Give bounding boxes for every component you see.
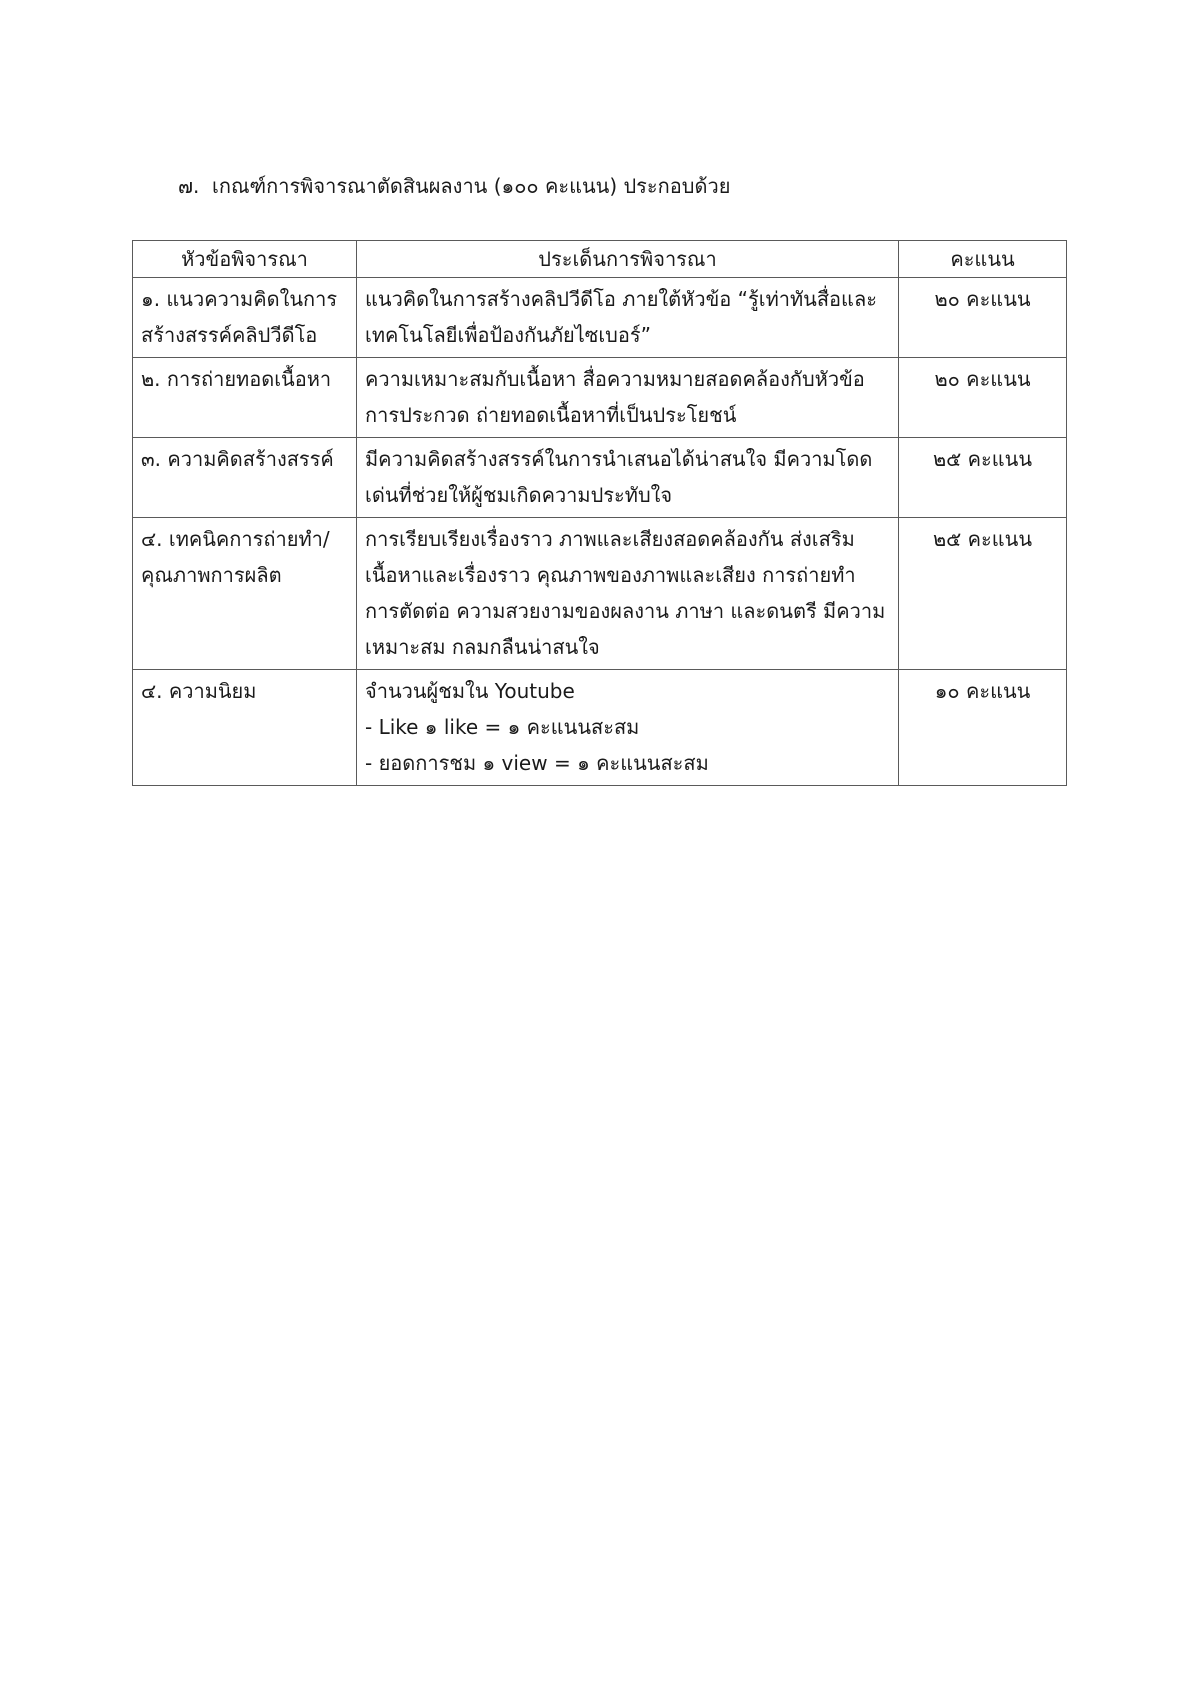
- issue-line: การตัดต่อ ความสวยงามของผลงาน ภาษา และดนตรี มีความ: [365, 599, 886, 623]
- topic-cell: [133, 670, 357, 786]
- table-row: [133, 438, 1067, 518]
- criteria-table: [132, 240, 1067, 786]
- topic-line: ๔. เทคนิคการถ่ายทำ/: [141, 527, 330, 551]
- column-header-score: คะแนน: [899, 241, 1067, 278]
- issue-line: เหมาะสม กลมกลืนน่าสนใจ: [365, 635, 600, 659]
- topic-line: สร้างสรรค์คลิปวีดีโอ: [141, 323, 318, 347]
- issue-line: การเรียบเรียงเรื่องราว ภาพและเสียงสอดคล้องกัน ส่งเสริม: [365, 527, 855, 551]
- issue-line: แนวคิดในการสร้างคลิปวีดีโอ ภายใต้หัวข้อ “รู้เท่าทันสื่อและ: [365, 287, 877, 311]
- score-cell: ๒๕ คะแนน: [899, 438, 1067, 518]
- table-header-row: [133, 241, 1067, 278]
- issue-line: - Like ๑ like = ๑ คะแนนสะสม: [365, 715, 640, 739]
- score-cell: ๒๐ คะแนน: [899, 278, 1067, 358]
- section-number: ๗.: [178, 174, 200, 198]
- section-title: เกณฑ์การพิจารณาตัดสินผลงาน (๑๐๐ คะแนน) ประกอบด้วย: [212, 174, 731, 198]
- issue-line: เด่นที่ช่วยให้ผู้ชมเกิดความประทับใจ: [365, 483, 673, 507]
- topic-cell: [133, 278, 357, 358]
- topic-cell: [133, 358, 357, 438]
- topic-line: ๔. ความนิยม: [141, 679, 257, 703]
- topic-line: ๒. การถ่ายทอดเนื้อหา: [141, 367, 332, 391]
- score-cell: ๑๐ คะแนน: [899, 670, 1067, 786]
- topic-line: คุณภาพการผลิต: [141, 563, 282, 587]
- table-row: [133, 358, 1067, 438]
- issue-cell: [357, 278, 899, 358]
- issue-cell: [357, 438, 899, 518]
- issue-cell: [357, 358, 899, 438]
- column-header-topic: หัวข้อพิจารณา: [133, 241, 357, 278]
- section-heading: [178, 172, 730, 200]
- issue-line: การประกวด ถ่ายทอดเนื้อหาที่เป็นประโยชน์: [365, 403, 737, 427]
- table-row: [133, 518, 1067, 670]
- issue-line: - ยอดการชม ๑ view = ๑ คะแนนสะสม: [365, 751, 709, 775]
- topic-line: ๑. แนวความคิดในการ: [141, 287, 338, 311]
- score-cell: ๒๐ คะแนน: [899, 358, 1067, 438]
- issue-line: เนื้อหาและเรื่องราว คุณภาพของภาพและเสียง การถ่ายทำ: [365, 563, 856, 587]
- issue-cell: [357, 518, 899, 670]
- topic-cell: [133, 518, 357, 670]
- issue-cell: [357, 670, 899, 786]
- topic-line: ๓. ความคิดสร้างสรรค์: [141, 447, 334, 471]
- topic-cell: [133, 438, 357, 518]
- issue-line: จำนวนผู้ชมใน Youtube: [365, 679, 575, 703]
- column-header-issue: ประเด็นการพิจารณา: [357, 241, 899, 278]
- table-row: [133, 278, 1067, 358]
- issue-line: เทคโนโลยีเพื่อป้องกันภัยไซเบอร์”: [365, 323, 651, 347]
- score-cell: ๒๕ คะแนน: [899, 518, 1067, 670]
- issue-line: มีความคิดสร้างสรรค์ในการนำเสนอได้น่าสนใจ มีความโดด: [365, 447, 873, 471]
- table-row: [133, 670, 1067, 786]
- issue-line: ความเหมาะสมกับเนื้อหา สื่อความหมายสอดคล้องกับหัวข้อ: [365, 367, 865, 391]
